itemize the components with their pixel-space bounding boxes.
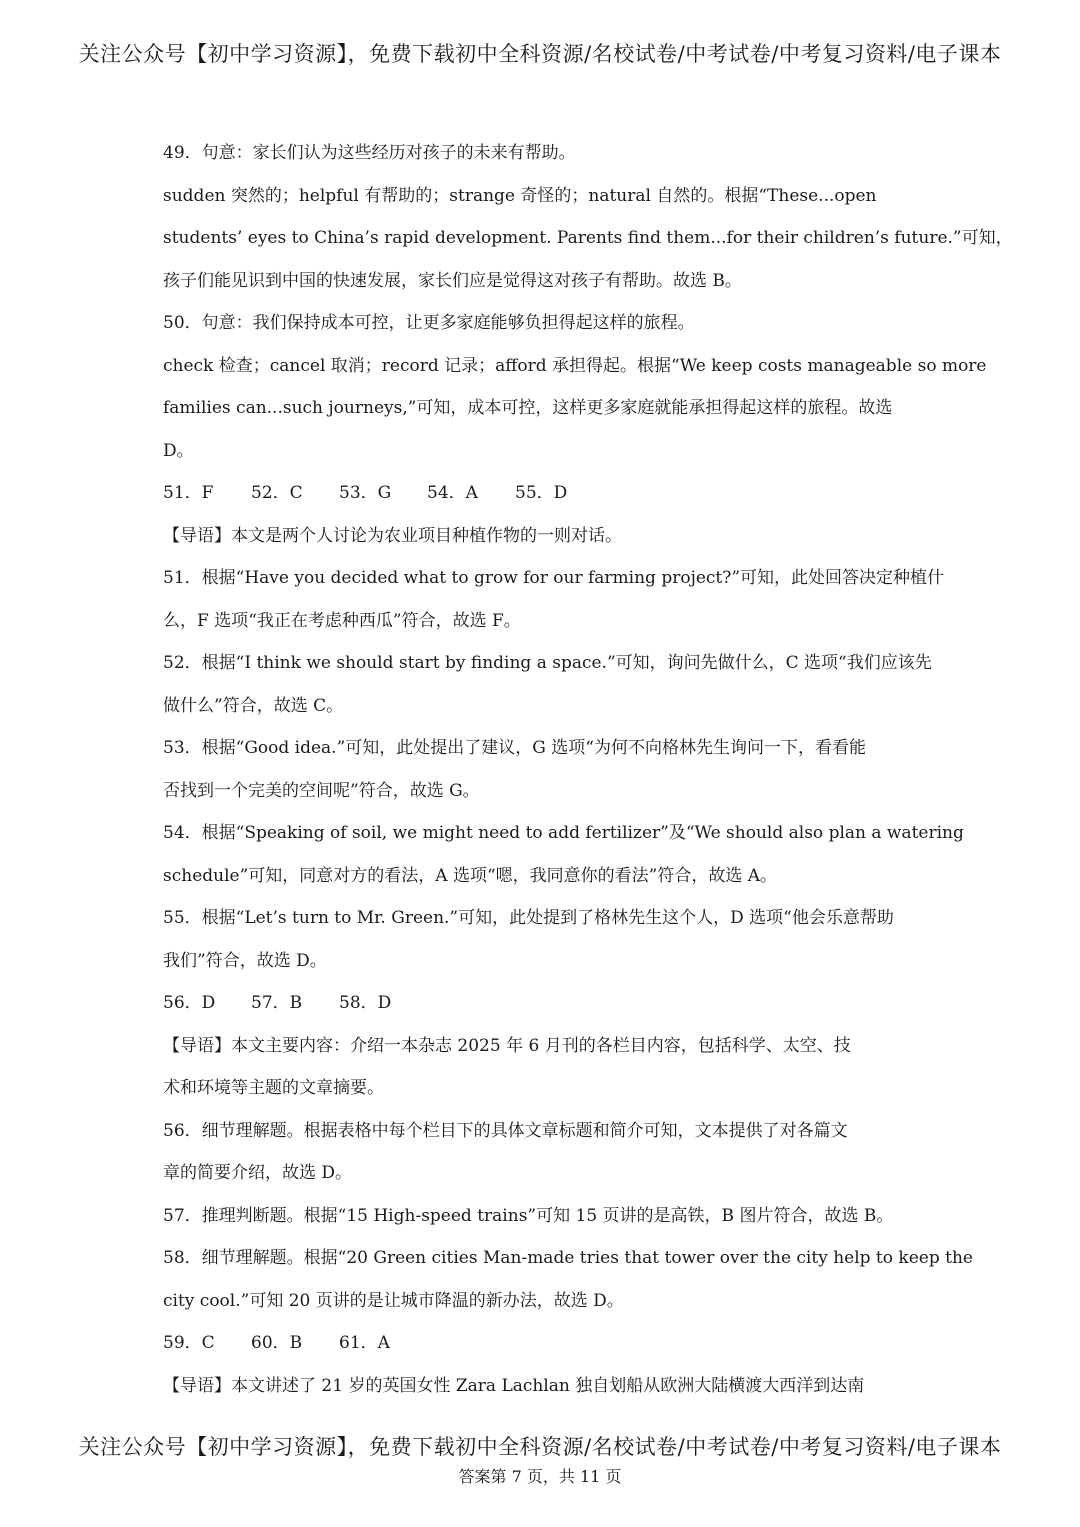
- top-banner: 关注公众号【初中学习资源】，免费下载初中全科资源/名校试卷/中考试卷/中考复习资料/电子课本: [78, 42, 1002, 66]
- answer-key-line: [163, 1329, 923, 1372]
- text-line: 【导语】本文是两个人讨论为农业项目种植作物的一则对话。: [163, 525, 622, 546]
- answer-item: 55．D: [515, 483, 568, 503]
- text-line: 么，F 选项“我正在考虑种西瓜”符合，故选 F。: [163, 610, 521, 631]
- text-line: 58．细节理解题。根据“20 Green cities Man-made tries that tower over the city help to keep the: [163, 1248, 973, 1268]
- answer-item: 53．G: [339, 483, 392, 503]
- answer-content: [163, 139, 1013, 1414]
- answer-key-line: [163, 479, 923, 522]
- answer-item: 58．D: [339, 993, 392, 1013]
- text-line: 50．句意：我们保持成本可控，让更多家庭能够负担得起这样的旅程。: [163, 313, 695, 333]
- text-line: 做什么”符合，故选 C。: [163, 695, 344, 716]
- answer-item: 52．C: [251, 483, 303, 503]
- answer-item: 57．B: [251, 993, 303, 1013]
- text-line: 章的简要介绍，故选 D。: [163, 1163, 353, 1183]
- text-line: 52．根据“I think we should start by finding a space.”可知，询问先做什么，C 选项“我们应该先: [163, 653, 932, 673]
- text-line: 否找到一个完美的空间呢”符合，故选 G。: [163, 780, 480, 801]
- text-line: 55．根据“Let’s turn to Mr. Green.”可知，此处提到了格林先生这个人，D 选项“他会乐意帮助: [163, 908, 894, 928]
- text-line: 【导语】本文讲述了 21 岁的英国女性 Zara Lachlan 独自划船从欧洲大陆横渡大西洋到达南: [163, 1375, 865, 1396]
- text-line: D。: [163, 440, 194, 461]
- text-line: city cool.”可知 20 页讲的是让城市降温的新办法，故选 D。: [163, 1290, 624, 1311]
- text-line: check 检查；cancel 取消；record 记录；afford 承担得起。根据“We keep costs manageable so more: [163, 355, 987, 376]
- text-line: 我们”符合，故选 D。: [163, 950, 327, 971]
- text-line: families can...such journeys,”可知，成本可控，这样更多家庭就能承担得起这样的旅程。故选: [163, 398, 893, 418]
- text-line: 孩子们能见识到中国的快速发展，家长们应是觉得这对孩子有帮助。故选 B。: [163, 270, 742, 291]
- text-line: 49．句意：家长们认为这些经历对孩子的未来有帮助。: [163, 143, 576, 163]
- answer-item: 61．A: [339, 1333, 390, 1353]
- text-line: 53．根据“Good idea.”可知，此处提出了建议，G 选项“为何不向格林先生询问一下，看看能: [163, 738, 866, 758]
- bottom-banner: 关注公众号【初中学习资源】，免费下载初中全科资源/名校试卷/中考试卷/中考复习资料/电子课本: [78, 1435, 1002, 1459]
- answer-item: 56．D: [163, 993, 216, 1013]
- answer-item: 54．A: [427, 483, 478, 503]
- text-line: 51．根据“Have you decided what to grow for our farming project?”可知，此处回答决定种植什: [163, 568, 945, 588]
- page-number: 答案第 7 页，共 11 页: [458, 1467, 622, 1486]
- text-line: 术和环境等主题的文章摘要。: [163, 1078, 384, 1098]
- text-line: 56．细节理解题。根据表格中每个栏目下的具体文章标题和简介可知，文本提供了对各篇文: [163, 1120, 848, 1141]
- answer-key-line: [163, 989, 923, 1032]
- answer-item: 59．C: [163, 1333, 215, 1353]
- text-line: schedule”可知，同意对方的看法，A 选项“嗯，我同意你的看法”符合，故选 A。: [163, 865, 778, 886]
- answer-item: 51．F: [163, 483, 214, 503]
- text-line: students’ eyes to China’s rapid development. Parents find them...for their children’s future.”可知，: [163, 228, 1013, 248]
- text-line: 【导语】本文主要内容：介绍一本杂志 2025 年 6 月刊的各栏目内容，包括科学、太空、技: [163, 1035, 851, 1056]
- answer-item: 60．B: [251, 1333, 303, 1353]
- text-line: 54．根据“Speaking of soil, we might need to add fertilizer”及“We should also plan a watering: [163, 823, 964, 843]
- text-line: 57．推理判断题。根据“15 High-speed trains”可知 15 页讲的是高铁，B 图片符合，故选 B。: [163, 1205, 894, 1226]
- text-line: sudden 突然的；helpful 有帮助的；strange 奇怪的；natural 自然的。根据“These...open: [163, 185, 877, 206]
